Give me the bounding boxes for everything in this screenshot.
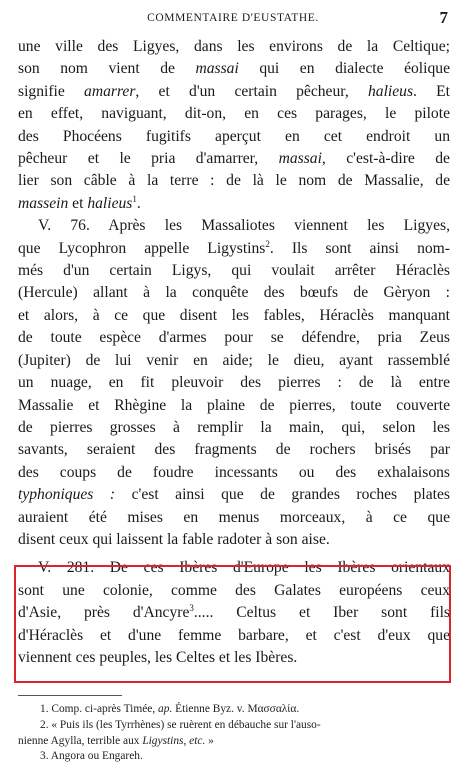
footnote-1: 1. Comp. ci-après Timée, ap. Étienne Byz. v. Μασσαλία. xyxy=(40,703,300,715)
text-line: auraient été mises en menus morceaux, à ce que xyxy=(18,508,450,526)
footnotes xyxy=(18,702,450,765)
page-number: 7 xyxy=(439,8,448,27)
text-line: disent ceux qui laissent la fable radoter à son aise. xyxy=(18,530,330,548)
running-header xyxy=(18,10,448,30)
text-line: et alors, à ce que disent les fables, Héraclès manquant xyxy=(18,306,450,324)
text-line: (Jupiter) de lui venir en aide; le dieu, ayant rassemblé xyxy=(18,351,450,369)
footnote-ref[interactable]: 1 xyxy=(132,193,137,204)
footnote-3: 3. Angora ou Engareh. xyxy=(40,750,143,763)
text-line: de pierres grosses à remplir la main, qui, selon les xyxy=(18,418,450,436)
text-line: (Hercule) allant à la conquête des bœufs de Gèryon : xyxy=(18,284,450,302)
text-line: pêcheur et le pria d'amarrer, massai, c'est-à-dire de xyxy=(18,150,450,168)
running-title: COMMENTAIRE D'EUSTATHE. xyxy=(147,12,319,24)
text-line: d'Asie, près d'Ancyre$^3$..... Celtus et Iber sont fils xyxy=(18,603,450,622)
highlight-box xyxy=(14,565,451,683)
text-line: V. 76. Après les Massaliotes viennent les Ligyes, xyxy=(38,217,450,235)
paragraph-1 xyxy=(18,36,450,215)
text-line: V. 281. De ces Ibères d'Europe les Ibères orientaux xyxy=(38,559,450,577)
text-line: viennent ces peuples, les Celtes et les Ibères. xyxy=(18,648,298,666)
text-line: lier son câble à la terre : de là le nom de Massalie, de xyxy=(18,172,450,190)
text-line: signifie amarrer, et d'un certain pêcheur, halieus. Et xyxy=(18,82,451,100)
text-line: une ville des Ligyes, dans les environs de la Celtique; xyxy=(18,38,450,55)
text-line: des Phocéens fugitifs aperçut en cet endroit un xyxy=(18,127,450,145)
text-line: sont une colonie, comme des Galates européens ceux xyxy=(18,581,450,599)
text-line: Massalie et Rhègine la plaine de pierres, toute couverte xyxy=(18,396,450,414)
text-line: de toute espèce d'armes pour se défendre, pria Zeus xyxy=(18,329,450,347)
footnote-2: 2. « Puis ils (les Tyrrhènes) se ruèrent en débauche sur l'auso- xyxy=(40,718,321,731)
text-line: d'Héraclès et d'une femme barbare, et c'est d'eux que xyxy=(18,626,450,644)
text-line: en effet, naviguant, dit-on, en ces parages, le pilote xyxy=(18,105,450,123)
footnote-divider xyxy=(18,695,122,696)
text-line: més d'un certain Ligys, qui voulait arrêter Héraclès xyxy=(18,262,450,280)
text-line: typhoniques : c'est ainsi que de grandes roches plates xyxy=(18,486,451,504)
text-line: savants, seraient des fragments de rochers brisés par xyxy=(18,441,450,459)
text-line: son nom vient de massai qui en dialecte éolique xyxy=(18,60,450,78)
text-line: des coups de foudre incessants ou des exhalaisons xyxy=(18,463,450,481)
text-line: massein et halieus$^1$. xyxy=(18,193,141,212)
text-line: un nuage, en fit pleuvoir des pierres : de là entre xyxy=(18,374,450,392)
footnote-ref[interactable]: 3 xyxy=(189,603,194,614)
footnote-ref[interactable]: 2 xyxy=(265,238,270,249)
paragraph-2 xyxy=(18,215,450,551)
text-line: que Lycophron appelle Ligystins$^2$. Ils sont ainsi nom- xyxy=(18,238,450,257)
footnote-2-continued: nienne Agylla, terrible aux Ligystins, etc. » xyxy=(18,734,214,747)
